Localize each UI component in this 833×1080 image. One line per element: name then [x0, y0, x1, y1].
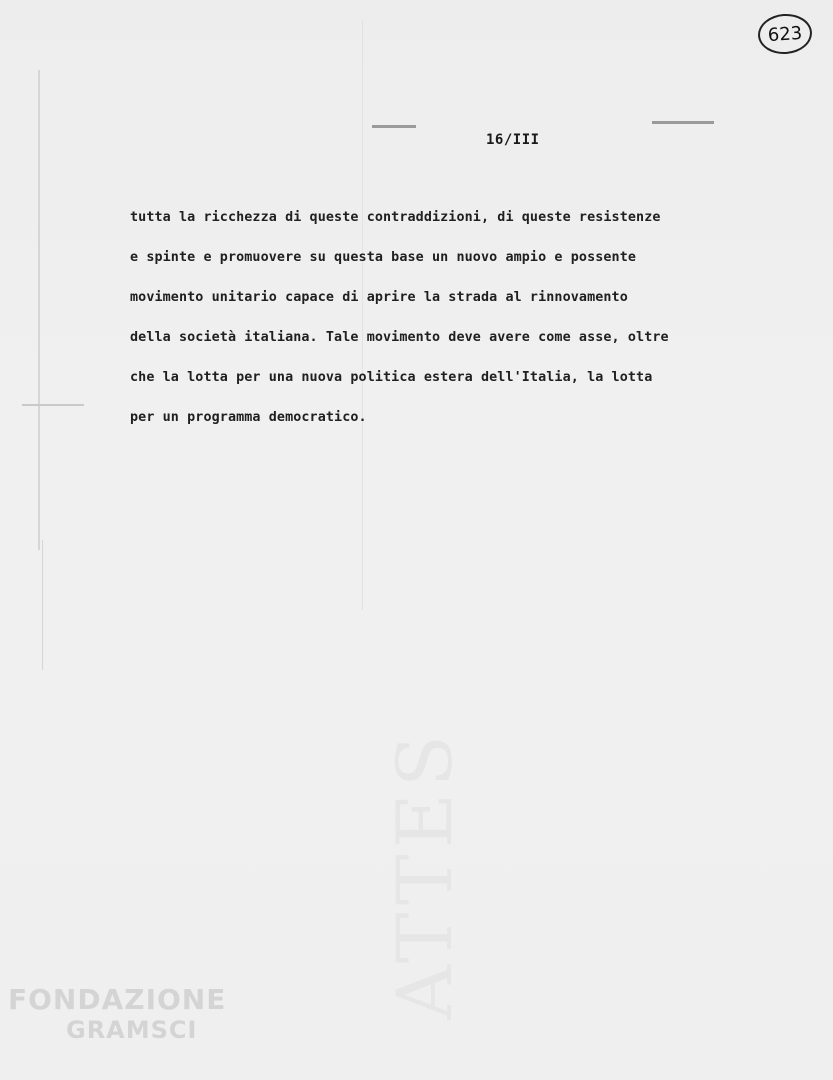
text-line: della società italiana. Tale movimento deve avere come asse, oltre	[130, 330, 669, 345]
scan-artifact-line	[42, 540, 43, 670]
page-title: 16/III	[486, 132, 540, 148]
header-dash-left	[372, 125, 416, 128]
watermark-line-2: GRAMSCI	[66, 1016, 198, 1044]
page-number-stamp	[757, 12, 814, 56]
scan-artifact-line	[38, 70, 40, 550]
text-line: per un programma democratico.	[130, 410, 367, 425]
text-line: tutta la ricchezza di queste contraddizioni, di queste resistenze	[130, 210, 661, 225]
fondazione-gramsci-watermark	[8, 985, 226, 1045]
body-paragraph	[130, 208, 810, 448]
text-line: movimento unitario capace di aprire la strada al rinnovamento	[130, 290, 628, 305]
text-line: e spinte e promuovere su questa base un nuovo ampio e possente	[130, 250, 637, 265]
show-through-text	[380, 729, 469, 1020]
page-stamp-number: 623	[767, 22, 803, 46]
text-line: che la lotta per una nuova politica estera dell'Italia, la lotta	[130, 370, 653, 385]
watermark-line-1: FONDAZIONE	[8, 983, 227, 1016]
header-dash-right	[652, 121, 714, 124]
scan-artifact-line	[22, 404, 84, 406]
